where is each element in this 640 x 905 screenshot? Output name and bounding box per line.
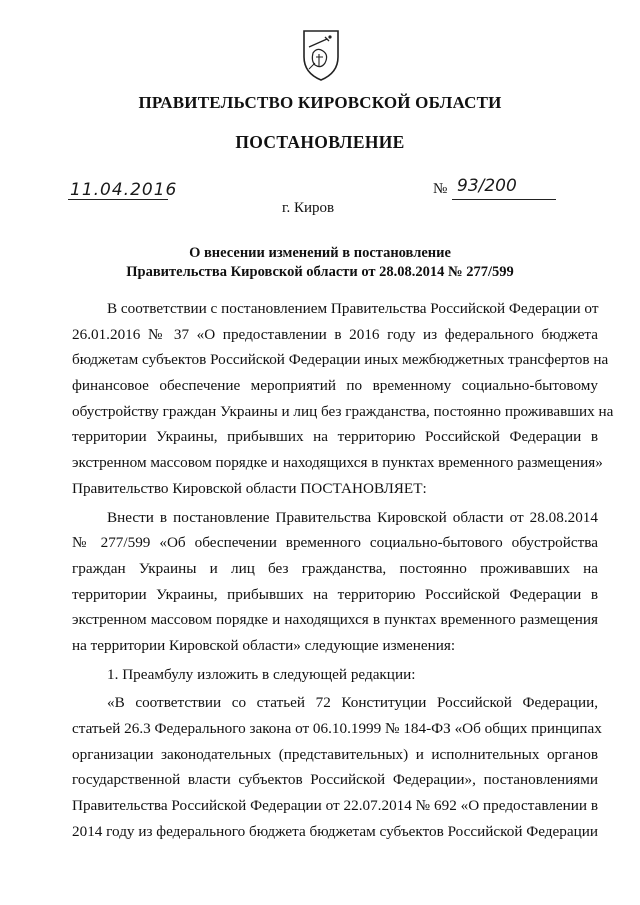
date-underline xyxy=(68,199,168,200)
body-line: территории Украины, прибывших на территорию Российской Федерации в xyxy=(72,585,598,603)
coat-of-arms-icon xyxy=(301,27,341,83)
body-line: 2014 году из федерального бюджета бюджетам субъектов Российской Федерации xyxy=(72,822,598,840)
body-line: «В соответствии со статьей 72 Конституции Российской Федерации, xyxy=(107,694,598,712)
city-label: г. Киров xyxy=(282,200,335,216)
body-line: территории Украины, прибывших на территорию Российской Федерации в xyxy=(72,428,598,446)
body-line: Внести в постановление Правительства Кировской области от 28.08.2014 xyxy=(107,508,598,526)
document-type-title: ПОСТАНОВЛЕНИЕ xyxy=(235,132,405,152)
body-line: на территории Кировской области» следующие изменения: xyxy=(72,636,456,654)
organization-title: ПРАВИТЕЛЬСТВО КИРОВСКОЙ ОБЛАСТИ xyxy=(138,93,502,112)
body-line: организации законодательных (представительных) и исполнительных органов xyxy=(72,745,598,763)
body-line: статьей 26.3 Федерального закона от 06.10.1999 № 184-ФЗ «Об общих принципах xyxy=(72,720,602,737)
number-label: № xyxy=(433,181,448,197)
number-underline xyxy=(452,199,556,200)
body-line: обустройству граждан Украины и лиц без гражданства, постоянно проживавших на xyxy=(72,402,614,420)
document-body xyxy=(72,296,614,844)
body-line: В соответствии с постановлением Правительства Российской Федерации от xyxy=(107,300,599,317)
body-line: № 277/599 «Об обеспечении временного социально-бытового обустройства xyxy=(72,534,598,552)
body-line: граждан Украины и лиц без гражданства, постоянно проживавших на xyxy=(72,559,598,577)
subject-line: Правительства Кировской области от 28.08.2014 № 277/599 xyxy=(126,264,514,280)
document-subject xyxy=(0,244,640,282)
body-line: Правительство Кировской области ПОСТАНОВЛЯЕТ: xyxy=(72,479,427,497)
subject-line: О внесении изменений в постановление xyxy=(189,245,451,261)
body-line: 1. Преамбулу изложить в следующей редакции: xyxy=(107,665,416,683)
handwritten-date: 11.04.2016 xyxy=(70,180,178,200)
body-line: 26.01.2016 № 37 «О предоставлении в 2016 году из федерального бюджета xyxy=(72,325,598,343)
body-line: финансовое обеспечение мероприятий по временному социально-бытовому xyxy=(72,377,598,395)
body-line: экстренном массовом порядке и находящихся в пунктах временного размещения» xyxy=(72,454,603,472)
body-line: экстренном массовом порядке и находящихся в пунктах временного размещения xyxy=(72,611,598,629)
body-line: государственной власти субъектов Российской Федерации», постановлениями xyxy=(72,771,598,789)
body-line: Правительства Российской Федерации от 22.07.2014 № 692 «О предоставлении в xyxy=(72,797,598,815)
handwritten-number: 93/200 xyxy=(457,176,517,196)
body-line: бюджетам субъектов Российской Федерации иных межбюджетных трансфертов на xyxy=(72,351,609,369)
